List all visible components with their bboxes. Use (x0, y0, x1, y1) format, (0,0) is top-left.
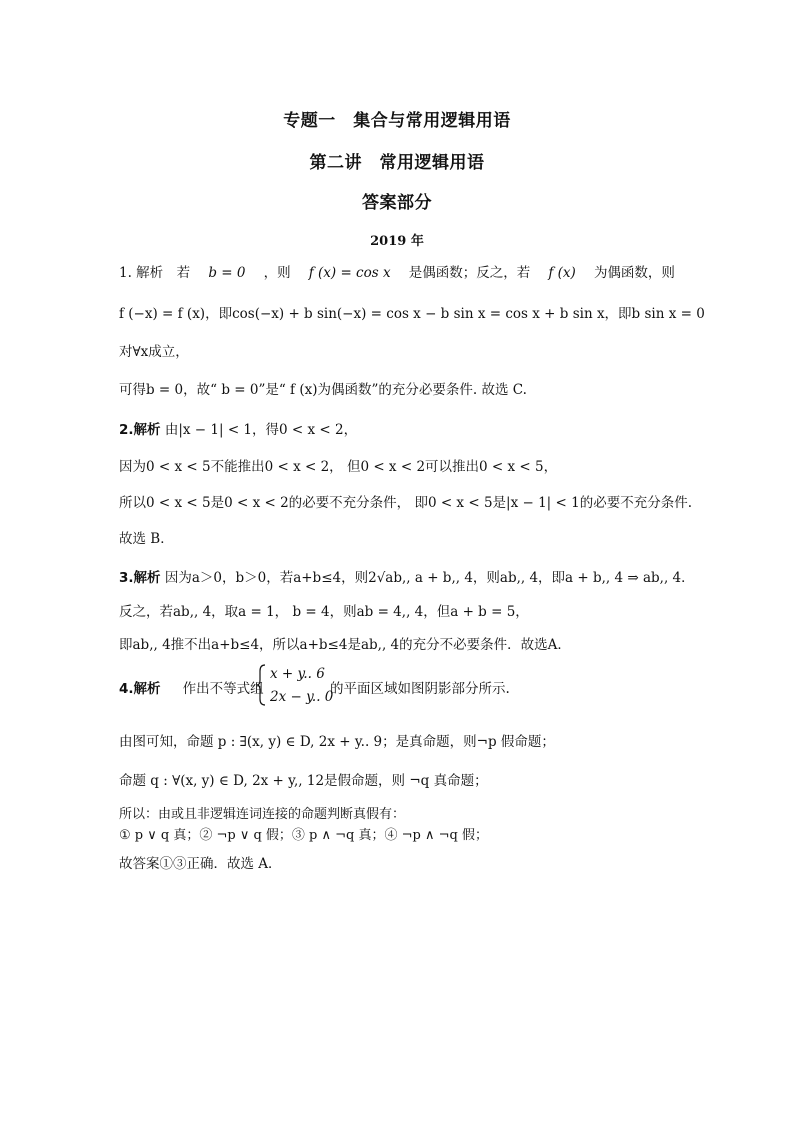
q4-line2: 由图可知，命题 p : ∃(x, y) ∈ D, 2x + y.. 9；是真命题，则¬p 假命题； (119, 734, 555, 750)
q1-l1b: b = 0 (208, 265, 246, 281)
q2-line2: 因为0 < x < 5不能推出0 < x < 2， 但0 < x < 2可以推出0 < x < 5， (119, 459, 558, 475)
q3-line1 (119, 569, 695, 587)
q1-line1 (119, 264, 675, 282)
q4-l1a: 作出不等式组 (182, 681, 264, 697)
q2-line3: 所以0 < x < 5是0 < x < 2的必要不充分条件， 即0 < x < 5是|x − 1| < 1的必要不充分条件. (119, 495, 692, 511)
q3-label: 3.解析 (119, 570, 161, 586)
q1-l1g: 为偶函数，则 (593, 265, 675, 281)
system-inequality-1: x + y.. 6 (270, 666, 325, 682)
q1-line4: 可得b = 0，故“ b = 0”是“ f (x)为偶函数”的充分必要条件. 故选 C. (119, 382, 527, 398)
year-heading: 2019 年 (370, 234, 424, 249)
q1-line3: 对∀x成立， (119, 344, 189, 360)
q4-l1b: 的平面区域如图阴影部分所示. (330, 681, 510, 697)
brace-icon (256, 664, 266, 706)
q4-line3: 命题 q : ∀(x, y) ∈ D, 2x + y,, 12是假命题，则 ¬q 真命题； (119, 773, 488, 789)
q4-line6: 故答案①③正确．故选 A． (119, 856, 282, 872)
q1-l1c: ，则 (263, 265, 291, 281)
q1-l1d: f (x) = cos x (308, 265, 391, 281)
q4-line1 (119, 680, 264, 698)
answer-heading: 答案部分 (362, 193, 432, 213)
q1-line2: f (−x) = f (x)，即cos(−x) + b sin(−x) = cos x − b sin x = cos x + b sin x，即b sin x = 0 (119, 306, 705, 322)
q1-l1e: 是偶函数；反之，若 (408, 265, 531, 281)
q2-line1 (119, 421, 357, 439)
q1-l1a: 1. 解析 若 (119, 265, 191, 281)
q4-line4: 所以：由或且非逻辑连词连接的命题判断真假有： (119, 807, 406, 822)
q2-line4: 故选 B． (119, 531, 174, 547)
q1-l1f: f (x) (548, 265, 576, 281)
q3-l1: 因为a＞0，b＞0，若a+b≤4，则2√ab,, a + b,, 4，则ab,, 4，即a + b,, 4 ⇒ ab,, 4． (164, 570, 695, 586)
q2-label: 2.解析 (119, 422, 161, 438)
q3-line3: 即ab,, 4推不出a+b≤4，所以a+b≤4是ab,, 4的充分不必要条件．故选A． (119, 637, 571, 653)
system-inequality-2: 2x − y.. 0 (270, 689, 334, 705)
lecture-title: 第二讲 常用逻辑用语 (309, 153, 485, 173)
q2-l1: 由|x − 1| < 1，得0 < x < 2， (164, 422, 358, 438)
section-title: 专题一 集合与常用逻辑用语 (283, 111, 511, 131)
q4-label: 4.解析 (119, 681, 161, 697)
q3-line2: 反之，若ab,, 4，取a = 1， b = 4，则ab = 4,, 4，但a + b = 5， (119, 604, 529, 620)
q4-line5: ① p ∨ q 真；② ¬p ∨ q 假；③ p ∧ ¬q 真；④ ¬p ∧ ¬q 假； (119, 828, 488, 843)
